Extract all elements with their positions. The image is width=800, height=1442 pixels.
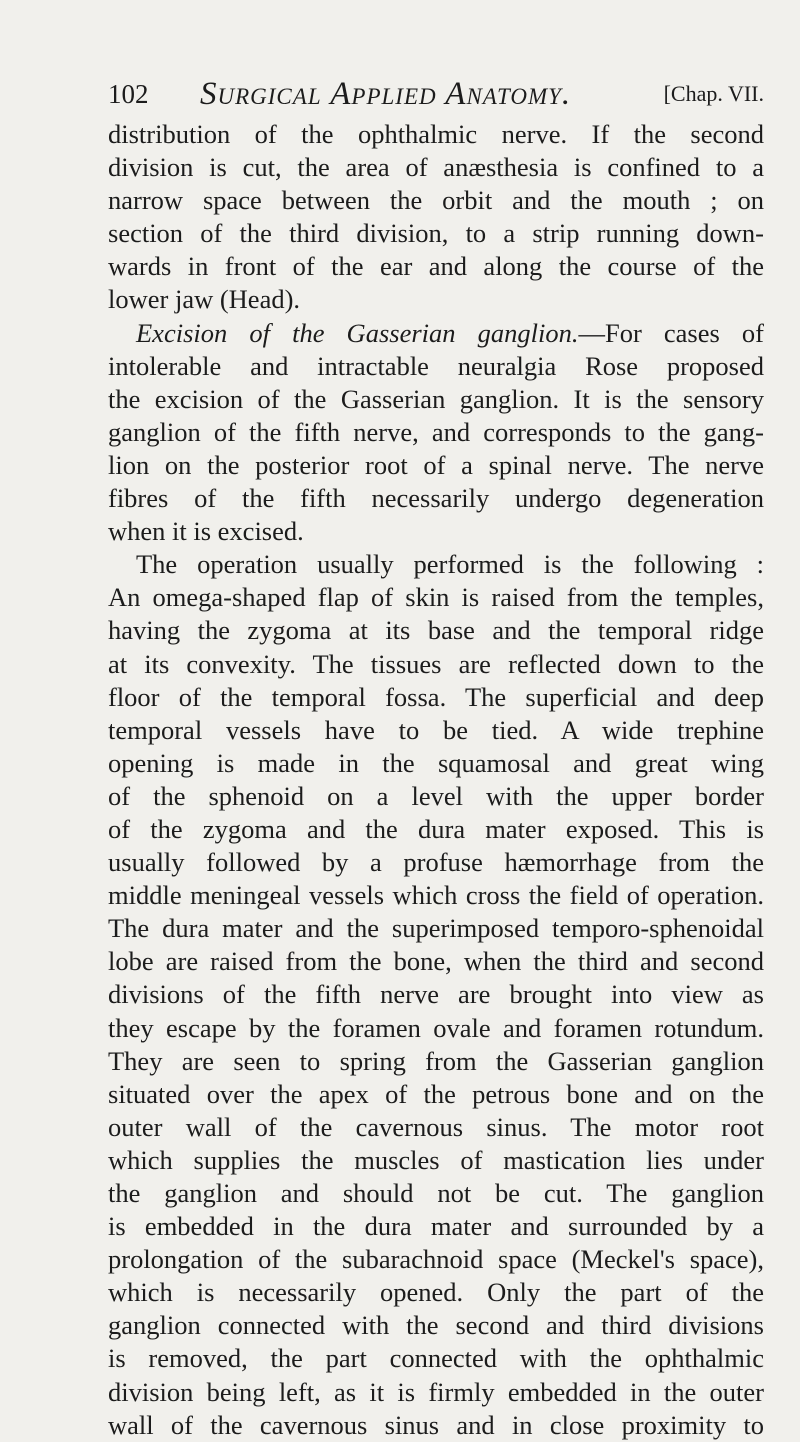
text-line: The operation usually performed is the following : [136, 549, 764, 580]
text-line: which is necessarily opened. Only the part of the [108, 1277, 764, 1308]
text-line: outer wall of the cavernous sinus. The motor root [108, 1111, 764, 1142]
text-line: divisions of the fifth nerve are brought into view as [108, 979, 764, 1010]
text-line: the ganglion and should not be cut. The ganglion [108, 1178, 764, 1208]
text-line: wards in front of the ear and along the course of the [108, 251, 764, 282]
text-line: is embedded in the dura mater and surrounded by a [108, 1211, 764, 1242]
text-line: They are seen to spring from the Gasserian ganglion [108, 1045, 764, 1076]
text-line: ganglion of the fifth nerve, and corresponds to the gang- [108, 416, 764, 447]
text-line: An omega-shaped flap of skin is raised from the temples, [108, 582, 764, 613]
text-line: The dura mater and the superimposed temporo-sphenoidal [108, 913, 764, 944]
text-line: of the zygoma and the dura mater exposed. This is [108, 813, 764, 844]
text-line: wall of the cavernous sinus and in close proximity to [108, 1409, 764, 1440]
text-line: narrow space between the orbit and the mouth ; on [108, 185, 764, 216]
section-heading-continuation: —For cases of [578, 317, 764, 348]
text-line: situated over the apex of the petrous bone and on the [108, 1078, 764, 1109]
text-line: ganglion connected with the second and third divisions [108, 1310, 764, 1341]
text-line: they escape by the foramen ovale and foramen rotundum. [108, 1012, 764, 1043]
text-line: temporal vessels have to be tied. A wide trephine [108, 714, 764, 745]
text-line: is removed, the part connected with the ophthalmic [108, 1343, 764, 1374]
text-line: the excision of the Gasserian ganglion. It is the sensory [108, 383, 764, 414]
text-line: lobe are raised from the bone, when the third and second [108, 946, 764, 977]
text-line: intolerable and intractable neuralgia Rose proposed [108, 350, 764, 381]
text-line: of the sphenoid on a level with the upper border [108, 780, 764, 811]
text-line: having the zygoma at its base and the temporal ridge [108, 615, 764, 646]
text-line: distribution of the ophthalmic nerve. If the second [108, 119, 764, 149]
text-line: middle meningeal vessels which cross the field of operation. [108, 880, 764, 911]
running-title: Surgical Applied Anatomy. [200, 76, 572, 112]
text-line: division is cut, the area of anæsthesia is confined to a [108, 152, 764, 183]
chapter-label: [Chap. VII. [663, 81, 764, 106]
body-text [108, 118, 764, 1442]
text-line: prolongation of the subarachnoid space (Meckel's space), [108, 1244, 764, 1275]
text-line: lower jaw (Head). [108, 284, 301, 315]
section-heading-line [108, 317, 764, 350]
text-line: usually followed by a profuse hæmorrhage from the [108, 847, 764, 878]
text-line: lion on the posterior root of a spinal nerve. The nerve [108, 449, 764, 480]
text-line: division being left, as it is firmly embedded in the outer [108, 1376, 764, 1407]
text-line: floor of the temporal fossa. The superficial and deep [108, 681, 764, 712]
page-number: 102 [108, 79, 149, 109]
text-line: opening is made in the squamosal and great wing [108, 747, 764, 778]
text-line: at its convexity. The tissues are reflected down to the [108, 648, 764, 679]
text-line: which supplies the muscles of mastication lies under [108, 1144, 764, 1175]
section-heading: Excision of the Gasserian ganglion. [136, 317, 579, 348]
text-line: when it is excised. [108, 516, 304, 547]
running-head [108, 72, 764, 116]
text-line: section of the third division, to a strip running down- [108, 218, 764, 249]
text-line: fibres of the fifth necessarily undergo degeneration [108, 483, 764, 514]
